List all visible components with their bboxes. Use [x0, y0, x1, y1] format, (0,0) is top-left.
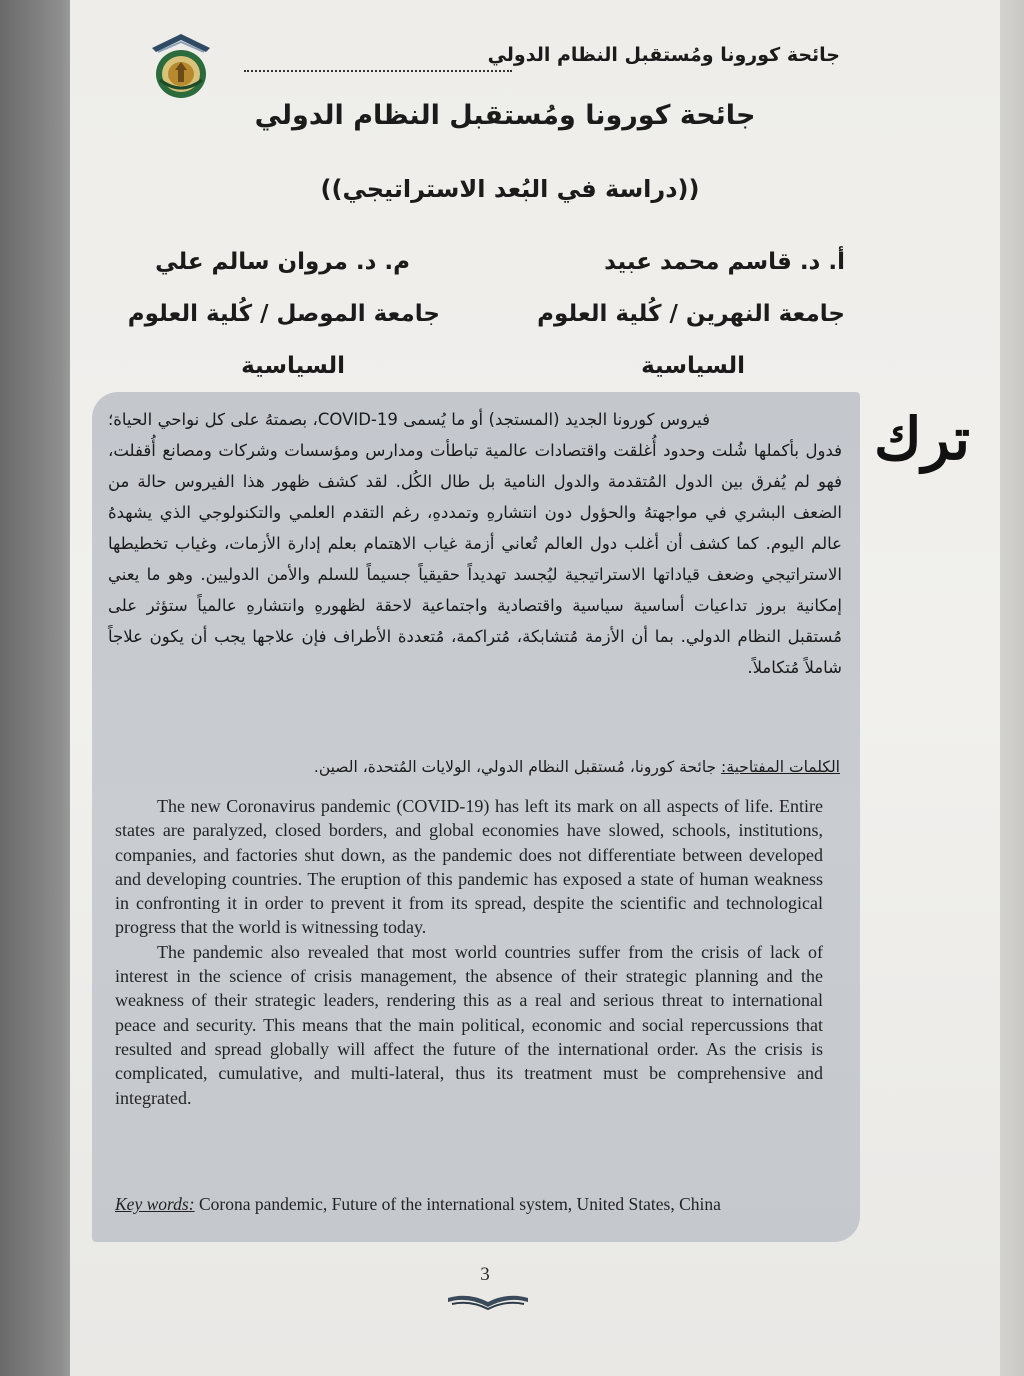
- arabic-keywords-label: الكلمات المفتاحية:: [721, 758, 840, 776]
- english-abstract: [115, 794, 823, 1110]
- header-dotted-rule: [244, 70, 512, 72]
- abstract-drop-cap: ترك: [874, 405, 970, 473]
- author-name: أ. د. قاسم محمد عبيد: [604, 249, 845, 275]
- arabic-keywords-list: جائحة كورونا، مُستقبل النظام الدولي، الولايات المُتحدة، الصين.: [313, 758, 722, 776]
- english-keywords-label: Key words:: [115, 1194, 195, 1214]
- article-subtitle: ((دراسة في البُعد الاستراتيجي)): [320, 175, 700, 203]
- english-keywords-list: Corona pandemic, Future of the international system, United States, China: [194, 1194, 721, 1214]
- author-affiliation: جامعة النهرين / كُلية العلوم: [537, 301, 845, 327]
- arabic-abstract: [108, 404, 842, 683]
- page-number: 3: [480, 1264, 490, 1285]
- author-affiliation-cont: السياسية: [641, 353, 745, 379]
- english-abstract-paragraph: The pandemic also revealed that most world countries suffer from the crisis of lack of interest in the science of crisis management, the absence of their strategic planning and the weakness of their strategic leaders, rendering this as a real and serious threat to international peace and security. This means that the main political, economic and social repercussions that resulted and spread globally will affect the future of the international order. As the crisis is complicated, cumulative, and multi-lateral, thus its treatment must be comprehensive and integrated.: [115, 941, 823, 1108]
- running-header-title: جائحة كورونا ومُستقبل النظام الدولي: [487, 44, 840, 66]
- author-block-2: [127, 236, 440, 392]
- university-emblem-icon: [148, 30, 214, 102]
- arabic-abstract-text: فيروس كورونا الجديد (المستجد) أو ما يُسمى COVID-19، بصمتهُ على كل نواحي الحياة؛ فدول بأكملها شُلت وحدود أُغلقت واقتصادات عالمية تباطأت ومدارس ومؤسسات وشركات ومصانع أُقفلت، فهو لم يُفرق بين الدول المُتقدمة والدول النامية بل طال الكُل. لقد كشف ظهور هذا الفيروس حالة من الضعف البشري في مواجهتهُ والحؤول دون انتشارهِ وتمددهِ، رغم التقدم العلمي والتكنولوجي الذي يشهدهُ عالم اليوم. كما كشف أن أغلب دول العالم تُعاني أزمة غياب الاهتمام بعلم إدارة الأزمات، وغياب تخطيطها الاستراتيجي وضعف قياداتها الاستراتيجية ليُجسد تهديداً حقيقياً جسيماً للسلم والأمن الدوليين. وهو ما يعني إمكانية بروز تداعيات أساسية سياسية واقتصادية واجتماعية لاحقة لظهورهِ وانتشارهِ عالمياً ستؤثر على مُستقبل النظام الدولي. بما أن الأزمة مُتشابكة، مُتراكمة، مُتعددة الأطراف فإن علاجها يجب أن يكون علاجاً شاملاً مُتكاملاً.: [108, 410, 842, 677]
- arabic-keywords: [120, 758, 840, 776]
- english-abstract-paragraph: The new Coronavirus pandemic (COVID-19) has left its mark on all aspects of life. Entire states are paralyzed, closed borders, and global economies have slowed, schools, institutions, companies, and factories shut down, as the pandemic does not differentiate between developed and developing countries. The eruption of this pandemic has exposed a state of human weakness in confronting it in order to prevent it from its spread, despite the scientific and technological progress that the world is witnessing today.: [115, 796, 823, 938]
- author-affiliation-cont: السياسية: [241, 353, 345, 379]
- author-name: م. د. مروان سالم علي: [155, 249, 410, 275]
- author-affiliation: جامعة الموصل / كُلية العلوم: [127, 301, 440, 327]
- drop-cap-space: [710, 404, 842, 424]
- article-title: جائحة كورونا ومُستقبل النظام الدولي: [254, 100, 756, 131]
- book-ornament-icon: [446, 1290, 530, 1312]
- author-block-1: [520, 236, 845, 392]
- english-keywords: [115, 1192, 827, 1216]
